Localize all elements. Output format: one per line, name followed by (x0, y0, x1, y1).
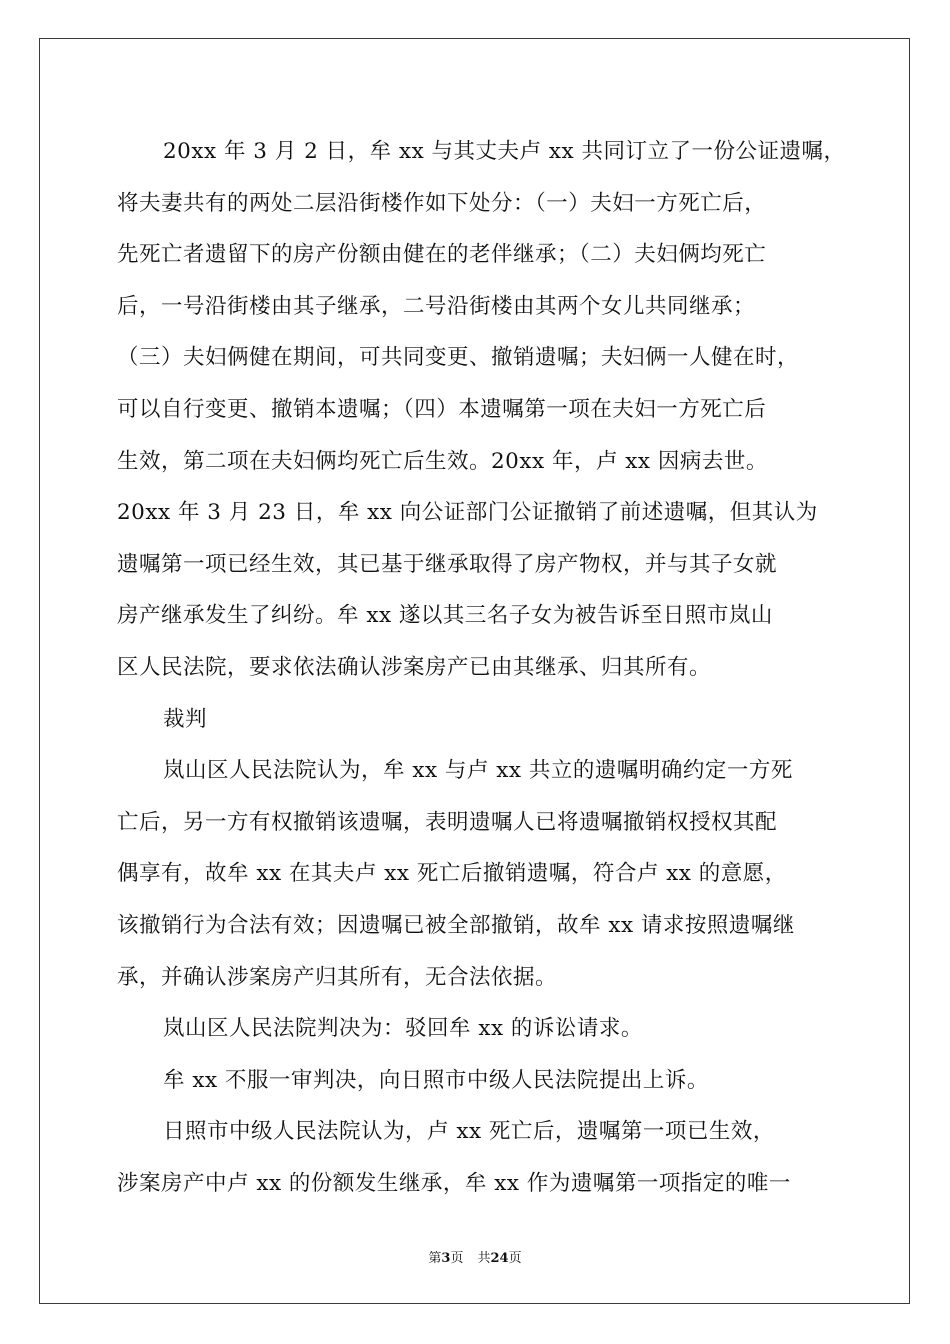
page-prefix: 第 (428, 1251, 442, 1266)
text-line: 后，一号沿街楼由其子继承，二号沿街楼由其两个女儿共同继承； (117, 293, 756, 319)
text-line: 亡后，另一方有权撤销该遗嘱，表明遗嘱人已将遗嘱撤销权授权其配 (117, 809, 778, 835)
text-line: 生效，第二项在夫妇俩均死亡后生效。20xx 年，卢 xx 因病去世。 (117, 448, 768, 474)
total-prefix: 共 (477, 1251, 491, 1266)
text-line: 涉案房产中卢 xx 的份额发生继承，牟 xx 作为遗嘱第一项指定的唯一 (117, 1170, 791, 1196)
text-line: 20xx 年 3 月 2 日，牟 xx 与其丈夫卢 xx 共同订立了一份公证遗嘱， (163, 139, 846, 164)
text-line: 将夫妻共有的两处二层沿街楼作如下处分：（一）夫妇一方死亡后， (117, 190, 767, 216)
document-body (117, 126, 853, 1209)
text-line: 承，并确认涉案房产归其所有，无合法依据。 (117, 964, 558, 990)
text-line: 先死亡者遗留下的房产份额由健在的老伴继承；（二）夫妇俩均死亡 (117, 242, 767, 268)
page-number: 3 (441, 1251, 451, 1266)
text-line: 牟 xx 不服一审判决，向日照市中级人民法院提出上诉。 (163, 1067, 709, 1093)
text-line: 该撤销行为合法有效；因遗嘱已被全部撤销，故牟 xx 请求按照遗嘱继 (117, 912, 795, 938)
text-line: 房产继承发生了纠纷。牟 xx 遂以其三名子女为被告诉至日照市岚山 (117, 603, 773, 629)
page-footer (0, 1247, 950, 1266)
text-line: 岚山区人民法院认为，牟 xx 与卢 xx 共立的遗嘱明确约定一方死 (163, 758, 793, 784)
text-line: 可以自行变更、撤销本遗嘱；（四）本遗嘱第一项在夫妇一方死亡后 (117, 396, 767, 422)
text-line: 岚山区人民法院判决为：驳回牟 xx 的诉讼请求。 (163, 1016, 643, 1042)
text-line: 区人民法院，要求依法确认涉案房产已由其继承、归其所有。 (117, 654, 712, 680)
text-line: 偶享有，故牟 xx 在其夫卢 xx 死亡后撤销遗嘱，符合卢 xx 的意愿， (117, 861, 787, 887)
text-line: 遗嘱第一项已经生效，其已基于继承取得了房产物权，并与其子女就 (117, 551, 778, 577)
text-line: 日照市中级人民法院认为，卢 xx 死亡后，遗嘱第一项已生效， (163, 1119, 775, 1145)
page-suffix: 页 (450, 1251, 464, 1266)
total-suffix: 页 (508, 1251, 522, 1266)
text-line: （三）夫妇俩健在期间，可共同变更、撤销遗嘱；夫妇俩一人健在时， (117, 345, 800, 371)
text-line: 20xx 年 3 月 23 日，牟 xx 向公证部门公证撤销了前述遗嘱，但其认为 (117, 500, 818, 526)
section-heading: 裁判 (163, 706, 208, 732)
total-pages: 24 (490, 1251, 509, 1266)
